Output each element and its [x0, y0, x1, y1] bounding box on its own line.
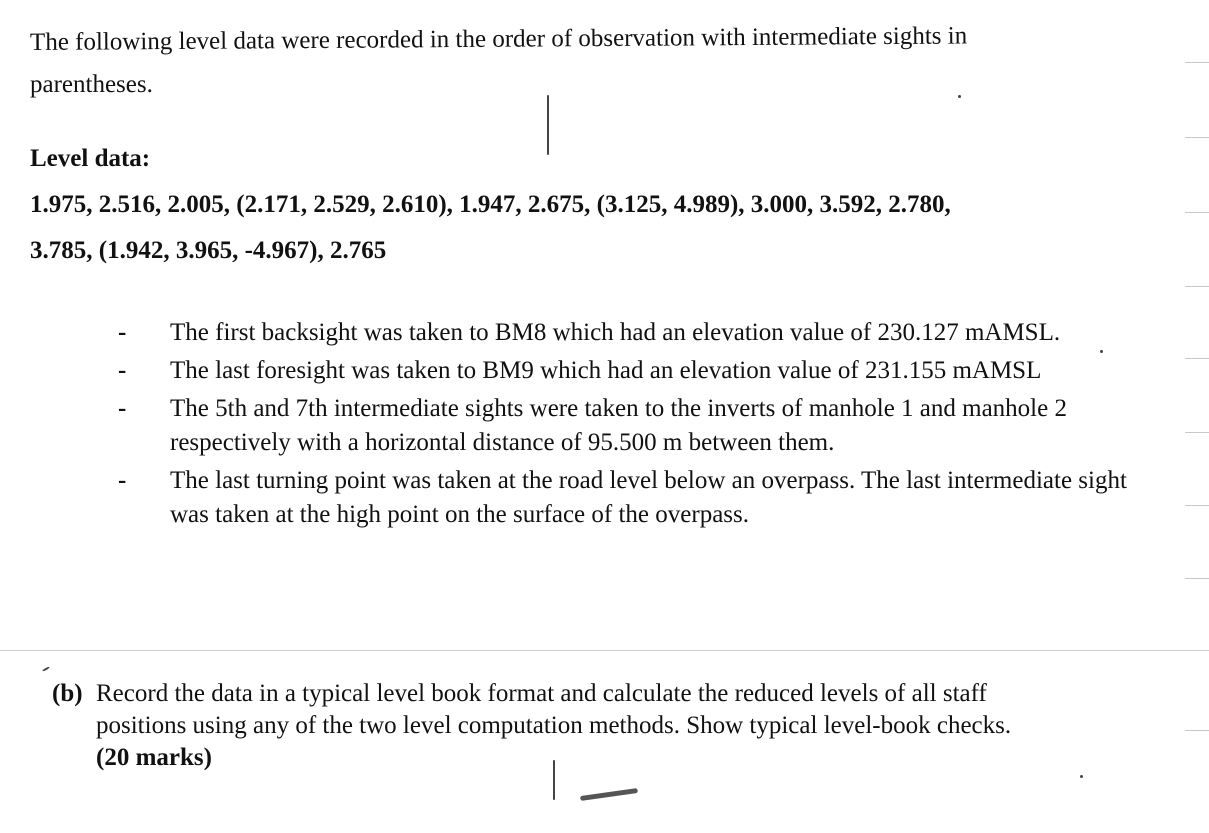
margin-rule — [1185, 578, 1209, 579]
margin-rule — [1185, 286, 1209, 287]
margin-rule — [1185, 432, 1209, 433]
note-item — [118, 354, 1130, 388]
note-text: The last foresight was taken to BM9 which had an elevation value of 231.155 mAMSL — [170, 357, 1042, 384]
question-body — [96, 678, 1206, 774]
scan-mark — [547, 95, 549, 155]
note-item — [118, 464, 1130, 532]
section-divider — [0, 650, 1209, 651]
question-text-line-1: Record the data in a typical level book format and calculate the reduced levels of all staff — [96, 680, 987, 707]
note-item — [118, 392, 1130, 460]
scan-mark — [553, 760, 555, 800]
margin-rule — [1185, 358, 1209, 359]
note-text: The 5th and 7th intermediate sights were taken to the inverts of manhole 1 and manhole 2 respectively with a horizontal distance of 95.500 m between them. — [170, 395, 1067, 456]
scan-speck — [958, 95, 961, 98]
margin-rule — [1185, 505, 1209, 506]
bullet-dash: - — [118, 467, 127, 494]
margin-rule — [1185, 137, 1209, 138]
scan-smudge — [580, 788, 638, 801]
bullet-dash: - — [118, 357, 127, 384]
note-item — [118, 316, 1130, 350]
note-text: The first backsight was taken to BM8 which had an elevation value of 230.127 mAMSL. — [170, 319, 1061, 346]
scan-speck — [1100, 350, 1103, 353]
note-text: The last turning point was taken at the road level below an overpass. The last intermediate sight was taken at the high point on the surface of the overpass. — [170, 467, 1127, 528]
question-label: (b) — [52, 680, 83, 707]
level-data-line-1: 1.975, 2.516, 2.005, (2.171, 2.529, 2.610), 1.947, 2.675, (3.125, 4.989), 3.000, 3.592, 2.780, — [30, 191, 951, 218]
margin-rule — [1185, 212, 1209, 213]
intro-line-2: parentheses. — [30, 71, 153, 98]
margin-rule — [1185, 62, 1209, 63]
level-data-heading: Level data: — [30, 145, 151, 172]
intro-line-1: The following level data were recorded in the order of observation with intermediate sights in — [29, 22, 968, 56]
bullet-dash: - — [118, 395, 127, 422]
bullet-dash: - — [118, 319, 127, 346]
question-text-line-2: positions using any of the two level computation methods. Show typical level-book checks. — [96, 712, 1012, 739]
question-marks: (20 marks) — [96, 744, 212, 771]
notes-list — [118, 316, 1130, 536]
margin-rule — [1185, 730, 1209, 731]
level-data-line-2: 3.785, (1.942, 3.965, -4.967), 2.765 — [30, 237, 387, 264]
scan-mark — [42, 666, 50, 672]
scan-speck — [1080, 775, 1083, 778]
